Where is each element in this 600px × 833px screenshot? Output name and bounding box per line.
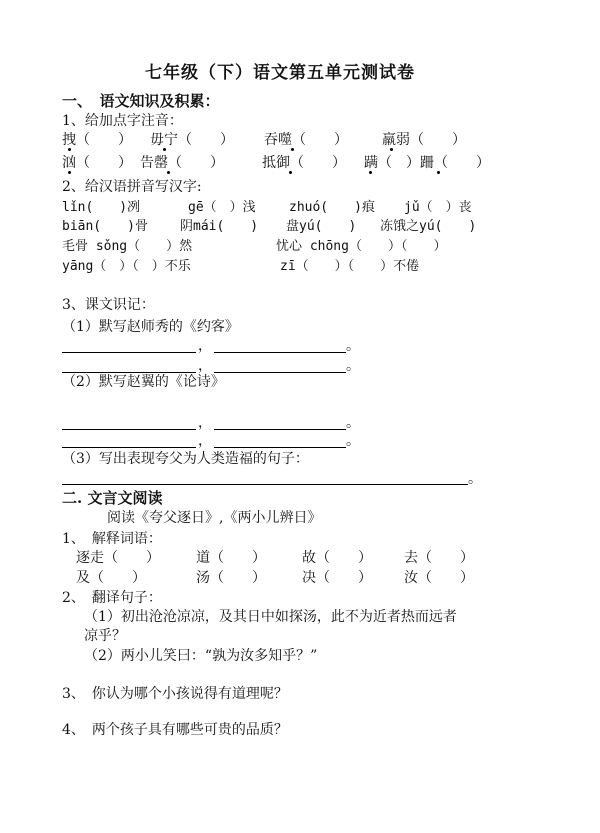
q2-item: jǔ（ ）丧	[404, 200, 472, 215]
q1-label: 1、给加点字注音：	[62, 113, 183, 129]
word-item: 去（ ）	[404, 550, 474, 566]
answer-line[interactable]	[62, 447, 196, 448]
word-item: 道（ ）	[196, 550, 266, 566]
q2-item: 冻饿之yú( )	[380, 219, 477, 234]
q1-item: 羸弱（ ）	[382, 132, 466, 148]
emphasis-dot	[289, 171, 292, 174]
translate-sentence-1-cont: 凉乎？	[84, 628, 126, 644]
s2-q1-label: 1、 解释词语：	[62, 531, 162, 547]
answer-line[interactable]	[214, 352, 346, 353]
word-item: 汤（ ）	[196, 570, 266, 586]
word-item: 逐走（ ）	[76, 550, 160, 566]
section1-heading: 一、 语文知识及积累：	[62, 92, 220, 110]
section2-heading: 二. 文言文阅读	[62, 489, 163, 507]
page-title: 七年级（下）语文第五单元测试卷	[145, 63, 415, 83]
period: 。	[346, 433, 360, 449]
s2-q2-label: 2、 翻译句子：	[62, 590, 162, 606]
q2-item: 毛骨 sǒng（ ）然	[62, 239, 193, 254]
q1-item: 拽（ ）	[62, 132, 132, 148]
q2-item: 忧心 chōng（ ）（ ）	[276, 239, 447, 254]
q1-item: 毋宁（ ）	[150, 132, 234, 148]
period: 。	[346, 415, 360, 431]
q2-item: lǐn( )冽	[62, 200, 141, 215]
emphasis-dot	[291, 148, 294, 151]
answer-line[interactable]	[62, 352, 196, 353]
q2-item: biān( )骨	[62, 219, 148, 234]
q2-label: 2、给汉语拼音写汉字:	[62, 179, 202, 195]
emphasis-dot	[68, 148, 71, 151]
period: 。	[346, 338, 360, 354]
q1-item: 汹（ ）	[62, 155, 132, 171]
emphasis-dot	[437, 171, 440, 174]
emphasis-dot	[68, 171, 71, 174]
q2-item: zhuó( )痕	[289, 200, 375, 215]
q3-sub3: （3）写出表现夸父为人类造福的句子：	[62, 451, 309, 467]
q2-item: gē（ ）浅	[188, 200, 256, 215]
q3-sub2: （2）默写赵翼的《论诗》	[62, 374, 225, 390]
q3-sub1: （1）默写赵师秀的《约客》	[62, 319, 239, 335]
q1-item: 吞噬（ ）	[264, 132, 348, 148]
comma: ，	[198, 415, 212, 431]
emphasis-dot	[369, 171, 372, 174]
answer-line[interactable]	[214, 372, 346, 373]
answer-line[interactable]	[62, 429, 196, 430]
emphasis-dot	[390, 148, 393, 151]
comma: ，	[198, 338, 212, 354]
s2-q3: 3、 你认为哪个小孩说得有道理呢？	[62, 686, 288, 702]
q1-item: 告罄（ ）	[140, 155, 224, 171]
period: 。	[468, 471, 482, 487]
answer-line[interactable]	[62, 484, 468, 485]
emphasis-dot	[167, 171, 170, 174]
comma: ，	[198, 433, 212, 449]
q2-item: zī（ ）（ ）不倦	[280, 259, 420, 274]
emphasis-dot	[163, 148, 166, 151]
comma: ，	[198, 358, 212, 374]
q2-item: 盘yú( )	[286, 219, 357, 234]
answer-line[interactable]	[214, 429, 346, 430]
answer-line[interactable]	[214, 447, 346, 448]
s2-q4: 4、 两个孩子具有哪些可贵的品质？	[62, 722, 288, 738]
q1-item: 蹒（ ）跚（ ）	[364, 155, 490, 171]
period: 。	[346, 358, 360, 374]
word-item: 及（ ）	[76, 570, 146, 586]
q1-item: 抵御（ ）	[262, 155, 346, 171]
q2-item: yāng（ ）（ ）不乐	[62, 259, 191, 274]
word-item: 汝（ ）	[404, 570, 474, 586]
translate-sentence-2: （2）两小儿笑曰：“孰为汝多知乎？”	[84, 648, 318, 664]
word-item: 故（ ）	[302, 550, 372, 566]
word-item: 决（ ）	[302, 570, 372, 586]
section2-intro: 阅读《夸父逐日》,《两小儿辨日》	[107, 510, 322, 526]
translate-sentence-1: （1）初出沧沧凉凉，及其日中如探汤，此不为近者热而远者	[84, 609, 457, 625]
q2-item: 阴mái( )	[180, 219, 259, 234]
q3-label: 3、课文识记：	[62, 297, 155, 313]
